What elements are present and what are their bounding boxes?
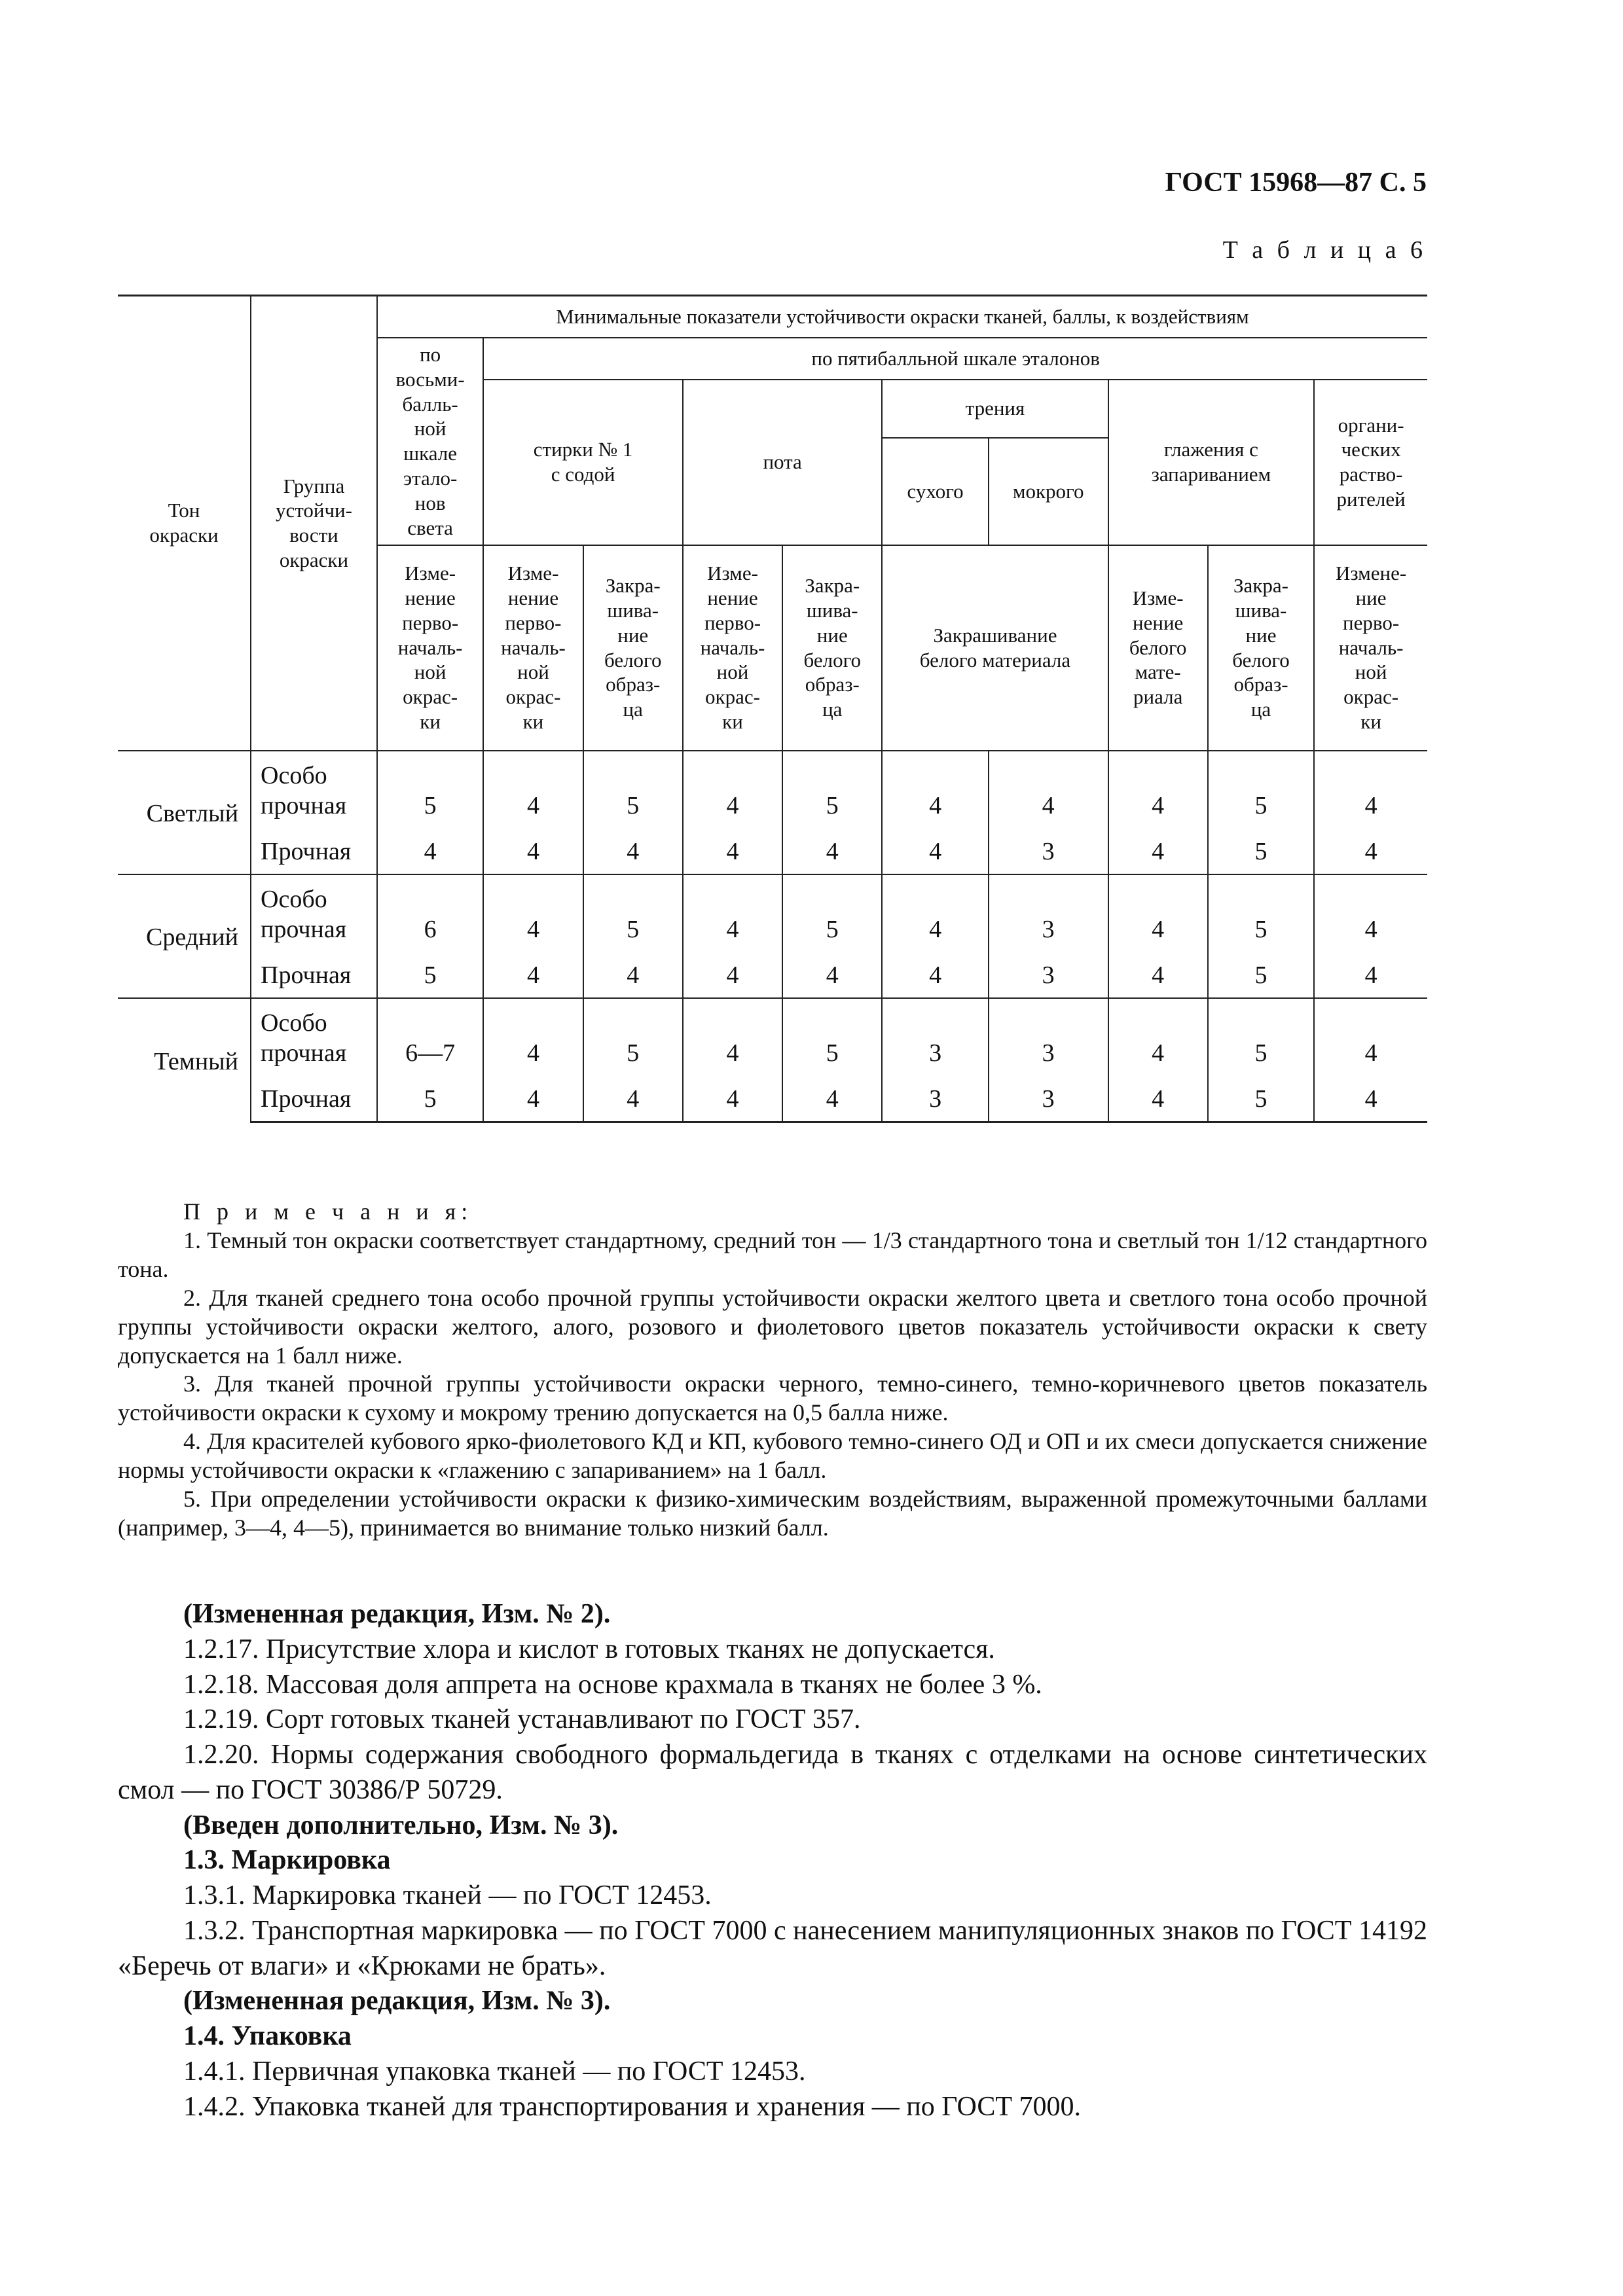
value-cell: 4 (683, 1075, 782, 1122)
clause-1-4-2: 1.4.2. Упаковка тканей для транспортирования и хранения — по ГОСТ 7000. (183, 2091, 1081, 2122)
sub-stain-sample-wash: Закра- шива- ние белого образ- ца (583, 545, 683, 751)
tone-cell: Темный (118, 998, 251, 1122)
note-item: 2. Для тканей среднего тона особо прочной группы устойчивости окраски желтого цвета и светлого тона особо прочной группы устойчивости окраски желтого, алого, розового и фиолетового цветов показатель устойчивости окраски к свету допускается на 1 балл ниже. (118, 1284, 1427, 1369)
value-cell: 4 (1314, 951, 1427, 997)
clause-1-4-1: 1.4.1. Первичная упаковка тканей — по ГОСТ 12453. (183, 2056, 806, 2087)
tone-cell: Средний (118, 874, 251, 998)
value-cell: 5 (583, 874, 683, 952)
value-cell: 3 (882, 998, 988, 1075)
sub-stain-material-friction: Закрашивание белого материала (882, 545, 1108, 751)
header-friction: трения (882, 380, 1108, 438)
section-heading-packing: 1.4. Упаковка (183, 2021, 352, 2051)
value-cell: 4 (1314, 998, 1427, 1075)
value-cell: 4 (1108, 874, 1208, 952)
value-cell: 4 (483, 951, 583, 997)
value-cell: 4 (1314, 874, 1427, 952)
value-cell: 5 (377, 1075, 483, 1122)
value-cell: 4 (683, 998, 782, 1075)
value-cell: 4 (683, 874, 782, 952)
header-group: Группа устойчи- вости окраски (251, 296, 377, 751)
value-cell: 5 (1208, 1075, 1314, 1122)
table-row (118, 951, 1427, 997)
value-cell: 4 (583, 951, 683, 997)
value-cell: 4 (1108, 951, 1208, 997)
header-five-scale: по пятибалльной шкале эталонов (483, 338, 1427, 380)
value-cell: 4 (1108, 1075, 1208, 1122)
sub-stain-sample-ironing: Закра- шива- ние белого образ- ца (1208, 545, 1314, 751)
sub-change-initial-sweat: Изме- нение перво- началь- ной окрас- ки (683, 545, 782, 751)
header-eight-scale: по восьми- балль- ной шкале этало- нов света (377, 338, 483, 545)
value-cell: 4 (1108, 998, 1208, 1075)
value-cell: 5 (377, 751, 483, 828)
value-cell: 4 (583, 1075, 683, 1122)
clause-1-2-20: 1.2.20. Нормы содержания свободного формальдегида в тканях с отделками на основе синтетических смол — по ГОСТ 30386/Р 50729. (118, 1740, 1427, 1805)
value-cell: 5 (583, 751, 683, 828)
value-cell: 4 (483, 998, 583, 1075)
value-cell: 3 (989, 827, 1108, 874)
table-title: Т а б л и ц а 6 (1222, 236, 1427, 264)
clause-1-3-1: 1.3.1. Маркировка тканей — по ГОСТ 12453. (183, 1880, 712, 1910)
tone-cell: Светлый (118, 751, 251, 874)
group-cell: Особо прочная (251, 874, 377, 952)
added-note: (Введен дополнительно, Изм. № 3). (183, 1810, 619, 1840)
value-cell: 4 (483, 874, 583, 952)
header-friction-wet: мокрого (989, 438, 1108, 545)
value-cell: 4 (882, 827, 988, 874)
sub-stain-sample-sweat: Закра- шива- ние белого образ- ца (782, 545, 882, 751)
table-row (118, 998, 1427, 1075)
clause-1-3-2: 1.3.2. Транспортная маркировка — по ГОСТ 7000 с нанесением манипуляционных знаков по ГОСТ 14192 «Беречь от влаги» и «Крюками не брать». (118, 1915, 1427, 1981)
value-cell: 3 (882, 1075, 988, 1122)
value-cell: 4 (483, 1075, 583, 1122)
value-cell: 3 (989, 998, 1108, 1075)
value-cell: 4 (483, 751, 583, 828)
header-min-indicators: Минимальные показатели устойчивости окраски тканей, баллы, к воздействиям (377, 296, 1427, 338)
table-row (118, 751, 1427, 828)
header-friction-dry: сухого (882, 438, 988, 545)
value-cell: 4 (1314, 827, 1427, 874)
header-organic: органи- ческих раство- рителей (1314, 380, 1427, 545)
clause-1-2-17: 1.2.17. Присутствие хлора и кислот в готовых тканях не допускается. (183, 1634, 995, 1664)
value-cell: 5 (1208, 751, 1314, 828)
value-cell: 6 (377, 874, 483, 952)
group-cell: Особо прочная (251, 751, 377, 828)
value-cell: 3 (989, 951, 1108, 997)
sub-change-initial-wash: Изме- нение перво- началь- ной окрас- ки (483, 545, 583, 751)
value-cell: 5 (1208, 951, 1314, 997)
value-cell: 4 (683, 827, 782, 874)
value-cell: 4 (989, 751, 1108, 828)
value-cell: 4 (882, 751, 988, 828)
header-tone: Тон окраски (118, 296, 251, 751)
note-item: 4. Для красителей кубового ярко-фиолетового КД и КП, кубового темно-синего ОД и ОП и их смеси допускается снижение нормы устойчивости окраски к «глажению с запариванием» на 1 балл. (118, 1428, 1427, 1484)
header-wash: стирки № 1 с содой (483, 380, 683, 545)
value-cell: 4 (483, 827, 583, 874)
value-cell: 4 (882, 874, 988, 952)
value-cell: 5 (782, 751, 882, 828)
table-body (118, 751, 1427, 1122)
notes-title: П р и м е ч а н и я: (183, 1198, 473, 1225)
sub-change-white-material: Изме- нение белого мате- риала (1108, 545, 1208, 751)
body-text (118, 1590, 1427, 2125)
group-cell: Прочная (251, 951, 377, 997)
sub-change-initial-organic: Изменe- ние перво- началь- ной окрас- ки (1314, 545, 1427, 751)
note-item: 3. Для тканей прочной группы устойчивости окраски черного, темно-синего, темно-коричневого цветов показатель устойчивости окраски к сухому и мокрому трению допускается на 0,5 балла ниже. (118, 1371, 1427, 1426)
value-cell: 4 (683, 751, 782, 828)
group-cell: Прочная (251, 827, 377, 874)
value-cell: 5 (1208, 998, 1314, 1075)
amendment-note: (Измененная редакция, Изм. № 3). (183, 1986, 611, 2017)
sub-change-initial-light: Изме- нение перво- началь- ной окрас- ки (377, 545, 483, 751)
clause-1-2-19: 1.2.19. Сорт готовых тканей устанавливают по ГОСТ 357. (183, 1704, 861, 1735)
value-cell: 5 (377, 951, 483, 997)
value-cell: 4 (882, 951, 988, 997)
value-cell: 4 (377, 827, 483, 874)
page-header: ГОСТ 15968—87 С. 5 (1165, 168, 1427, 198)
table-row (118, 1075, 1427, 1122)
value-cell: 3 (989, 874, 1108, 952)
value-cell: 4 (683, 951, 782, 997)
value-cell: 5 (583, 998, 683, 1075)
value-cell: 4 (782, 827, 882, 874)
value-cell: 5 (1208, 827, 1314, 874)
note-item: 1. Темный тон окраски соответствует стандартному, средний тон — 1/3 стандартного тона и светлый тон 1/12 стандартного тона. (118, 1227, 1427, 1282)
table-row (118, 874, 1427, 952)
value-cell: 4 (1314, 751, 1427, 828)
note-item: 5. При определении устойчивости окраски к физико-химическим воздействиям, выраженной промежуточными баллами (например, 3—4, 4—5), принимается во внимание только низкий балл. (118, 1486, 1427, 1541)
table-row (118, 827, 1427, 874)
value-cell: 4 (1314, 1075, 1427, 1122)
amendment-note: (Измененная редакция, Изм. № 2). (183, 1599, 611, 1629)
group-cell: Прочная (251, 1075, 377, 1122)
value-cell: 4 (583, 827, 683, 874)
header-sweat: пота (683, 380, 883, 545)
value-cell: 4 (1108, 751, 1208, 828)
notes (118, 1198, 1427, 1543)
section-heading-marking: 1.3. Маркировка (183, 1845, 391, 1876)
durability-table (118, 295, 1427, 1123)
value-cell: 5 (782, 998, 882, 1075)
table-6 (118, 295, 1427, 1123)
clause-1-2-18: 1.2.18. Массовая доля аппрета на основе крахмала в тканях не более 3 %. (183, 1669, 1042, 1700)
value-cell: 3 (989, 1075, 1108, 1122)
value-cell: 4 (782, 951, 882, 997)
group-cell: Особо прочная (251, 998, 377, 1075)
header-ironing: глажения с запариванием (1108, 380, 1315, 545)
value-cell: 4 (1108, 827, 1208, 874)
value-cell: 5 (1208, 874, 1314, 952)
value-cell: 4 (782, 1075, 882, 1122)
value-cell: 5 (782, 874, 882, 952)
value-cell: 6—7 (377, 998, 483, 1075)
